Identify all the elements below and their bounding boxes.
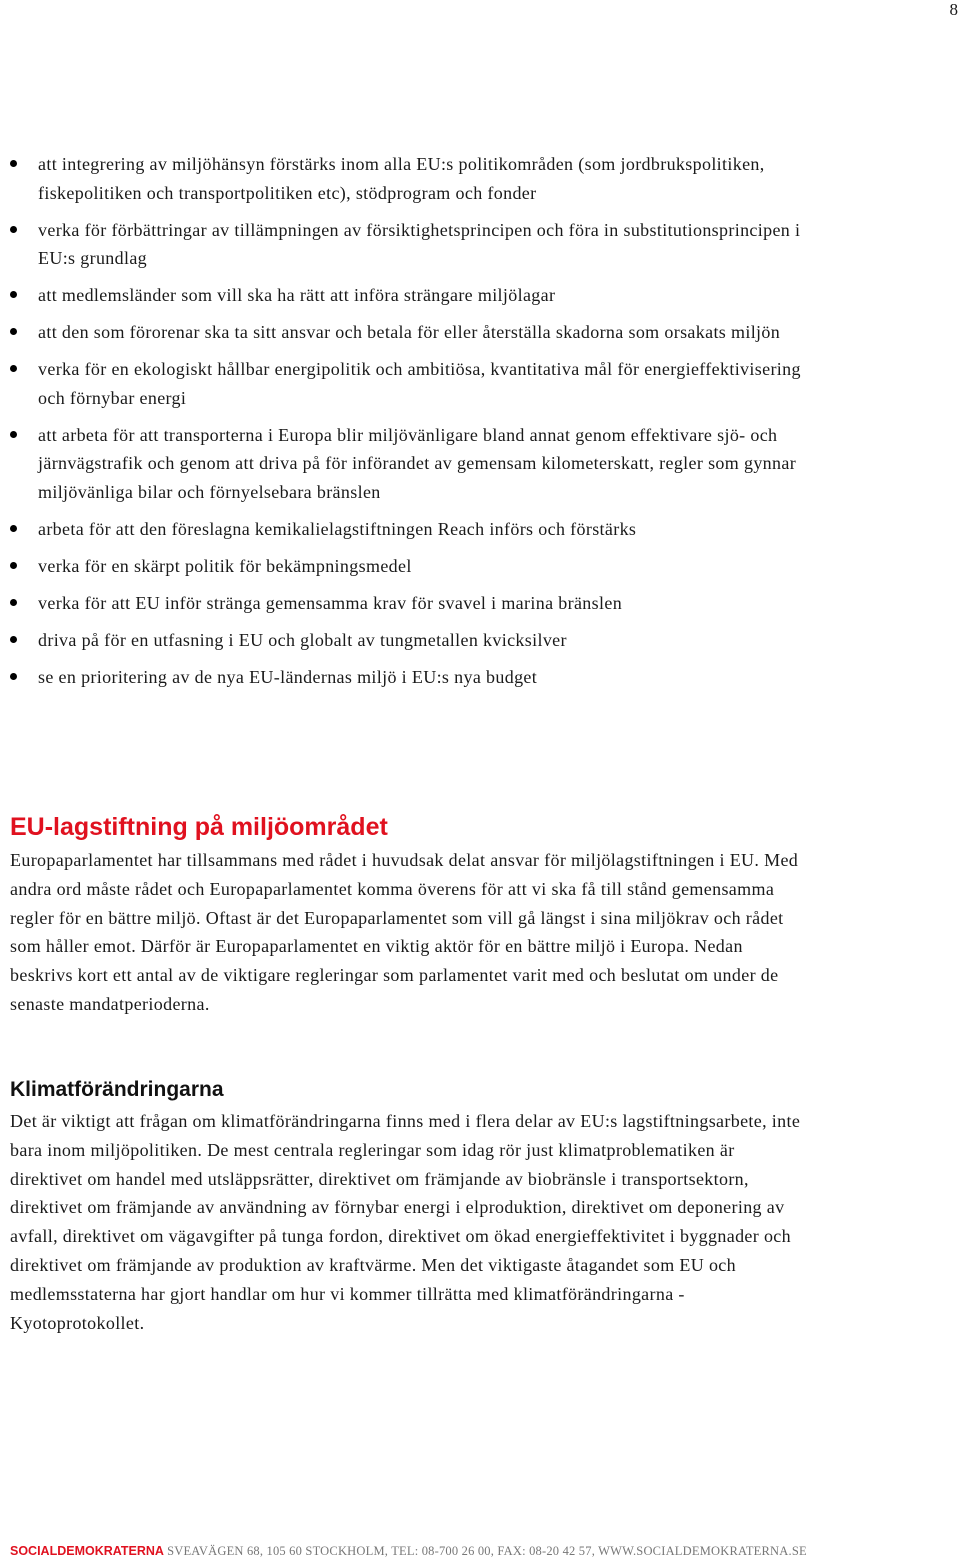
list-item-text: se en prioritering av de nya EU-ländernas miljö i EU:s nya budget	[38, 667, 538, 688]
bullet-dot-icon	[10, 160, 17, 167]
bullet-dot-icon	[10, 328, 17, 335]
section-heading: Klimatförändringarna	[10, 1078, 224, 1101]
bullet-dot-icon	[10, 599, 17, 606]
list-item	[10, 421, 810, 507]
list-item-text: att arbeta för att transporterna i Europa blir miljövänligare bland annat genom effektivare sjö- och järnvägstrafik och genom att driva på för införandet av gemensam kilometerskatt, regler som gynnar miljövänliga bilar och förnyelsebara bränslen	[38, 424, 797, 502]
bullet-list	[10, 150, 810, 701]
list-item-text: verka för att EU inför stränga gemensamma krav för svavel i marina bränslen	[38, 593, 623, 614]
list-item	[10, 589, 810, 618]
bullet-dot-icon	[10, 365, 17, 372]
footer-brand: SOCIALDEMOKRATERNA	[10, 1544, 164, 1558]
list-item	[10, 515, 810, 544]
section-heading: EU-lagstiftning på miljöområdet	[10, 813, 388, 841]
section-body: Det är viktigt att frågan om klimatförändringarna finns med i flera delar av EU:s lagstiftningsarbete, inte bara inom miljöpolitiken. De mest centrala regleringar som idag rör just klimatproblematiken är direktivet om handel med utsläppsrätter, direktivet om främjande av biobränsle i transportsektorn, direktivet om främjande av användning av förnybar energi i elproduktion, direktivet om deponering av avfall, direktivet om vägavgifter på tunga fordon, direktivet om ökad energieffektivitet i byggnader och direktivet om främjande av produktion av kraftvärme. Men det viktigaste åtagandet som EU och medlemsstaterna har gjort handlar om hur vi kommer tillrätta med klimatförändringarna - Kyotoprotokollet.	[10, 1111, 801, 1333]
section-eu-legislation	[10, 812, 810, 1019]
list-item-text: att den som förorenar ska ta sitt ansvar och betala för eller återställa skadorna som orsakats miljön	[38, 322, 781, 343]
page-footer	[10, 1543, 807, 1559]
section-climate-change	[10, 1077, 810, 1337]
bullet-dot-icon	[10, 673, 17, 680]
list-item-text: arbeta för att den föreslagna kemikalielagstiftningen Reach införs och förstärks	[38, 519, 637, 540]
page-number: 8	[949, 0, 958, 19]
bullet-dot-icon	[10, 226, 17, 233]
bullet-dot-icon	[10, 562, 17, 569]
list-item-text: driva på för en utfasning i EU och globalt av tungmetallen kvicksilver	[38, 630, 567, 651]
list-item-text: verka för förbättringar av tillämpningen av försiktighetsprincipen och föra in substitutionsprincipen i EU:s grundlag	[38, 219, 801, 269]
list-item-text: verka för en ekologiskt hållbar energipolitik och ambitiösa, kvantitativa mål för energieffektivisering och förnybar energi	[38, 359, 801, 408]
section-body: Europaparlamentet har tillsammans med rådet i huvudsak delat ansvar för miljölagstiftningen i EU. Med andra ord måste rådet och Europaparlamentet komma överens för att vi ska få till stånd gemensamma regler för en bättre miljö. Oftast är det Europaparlamentet som vill gå längst i sina miljökrav och rådet som håller emot. Därför är Europaparlamentet en viktig aktör för en bättre miljö i Europa. Nedan beskrivs kort ett antal av de viktigare regleringar som parlamentet varit med och beslutat om under de senaste mandatperioderna.	[10, 850, 799, 1014]
list-item	[10, 216, 810, 273]
list-item	[10, 663, 810, 692]
list-item	[10, 318, 810, 347]
list-item	[10, 150, 810, 207]
list-item-text: verka för en skärpt politik för bekämpningsmedel	[38, 556, 412, 577]
list-item	[10, 552, 810, 581]
bullet-dot-icon	[10, 431, 17, 438]
list-item	[10, 281, 810, 310]
bullet-dot-icon	[10, 636, 17, 643]
bullet-dot-icon	[10, 525, 17, 532]
list-item	[10, 355, 810, 412]
footer-address: SVEAVÄGEN 68, 105 60 STOCKHOLM, TEL: 08-700 26 00, FAX: 08-20 42 57, WWW.SOCIALDEMOKRATERNA.SE	[167, 1544, 807, 1558]
list-item	[10, 626, 810, 655]
list-item-text: att integrering av miljöhänsyn förstärks inom alla EU:s politikområden (som jordbrukspolitiken, fiskepolitiken och transportpolitiken etc), stödprogram och fonder	[38, 154, 765, 203]
list-item-text: att medlemsländer som vill ska ha rätt att införa strängare miljölagar	[38, 285, 556, 306]
bullet-dot-icon	[10, 291, 17, 298]
